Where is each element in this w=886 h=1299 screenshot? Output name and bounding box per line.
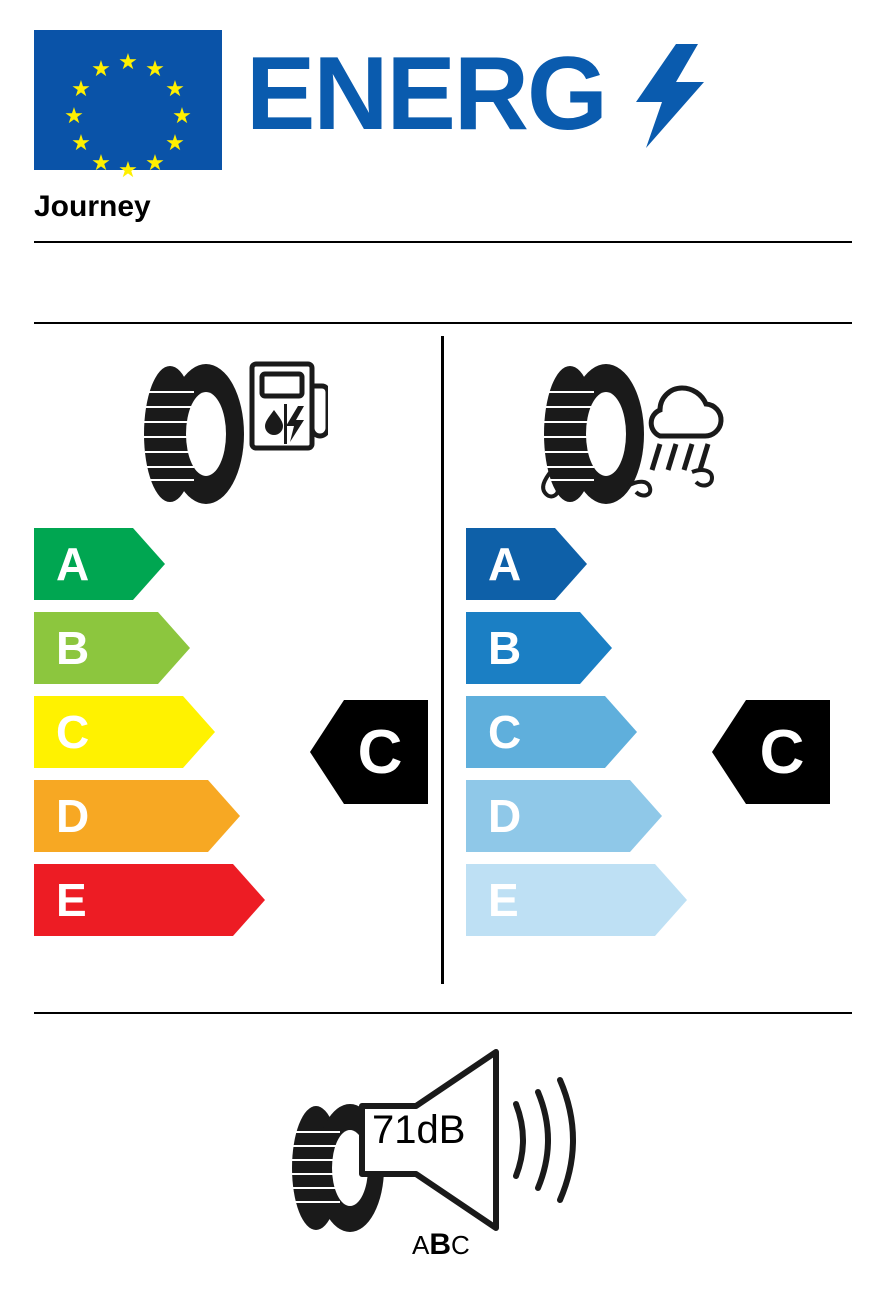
grade-letter: B <box>488 622 522 674</box>
eu-star: ★ <box>118 157 138 182</box>
divider-above-noise <box>34 1012 852 1014</box>
grade-letter: A <box>488 538 522 590</box>
eu-star: ★ <box>64 103 84 128</box>
eu-star: ★ <box>145 150 165 175</box>
eu-star: ★ <box>118 49 138 74</box>
rain-cloud-with-tyre-icon <box>528 352 728 527</box>
lightning-bolt-icon <box>636 44 706 148</box>
vertical-divider <box>441 336 444 984</box>
energy-wordmark: ENERG <box>246 36 606 152</box>
eu-star: ★ <box>71 76 91 101</box>
wet-grip-rating-marker <box>712 700 830 804</box>
eu-star: ★ <box>165 76 185 101</box>
grade-bar <box>466 612 612 684</box>
grade-letter: B <box>56 622 90 674</box>
fuel-pump-with-tyre-icon <box>128 352 328 517</box>
noise-class-row <box>412 1228 470 1262</box>
eu-star: ★ <box>145 56 165 81</box>
divider-above-grades <box>34 322 852 324</box>
eu-star: ★ <box>91 150 111 175</box>
eu-star: ★ <box>71 130 91 155</box>
noise-class-b-selected: B <box>429 1228 452 1261</box>
grade-bar <box>34 864 265 936</box>
fuel-efficiency-rating-marker <box>310 700 428 804</box>
grade-letter: D <box>56 790 90 842</box>
grade-letter: A <box>56 538 90 590</box>
grade-bar <box>466 780 662 852</box>
grade-bar <box>34 780 240 852</box>
grade-bar <box>466 696 637 768</box>
page-title: Journey <box>34 190 151 223</box>
grade-letter: D <box>488 790 522 842</box>
grade-bar <box>466 864 687 936</box>
grade-letter: C <box>488 706 522 758</box>
grade-letter: E <box>488 874 519 926</box>
divider-under-title <box>34 241 852 243</box>
noise-class-a: A <box>412 1230 430 1260</box>
eu-star: ★ <box>172 103 192 128</box>
fuel-rating-letter: C <box>357 717 403 787</box>
grade-letter: C <box>56 706 90 758</box>
european-union-flag <box>34 30 222 182</box>
eu-star: ★ <box>165 130 185 155</box>
grade-bar <box>34 696 215 768</box>
grade-letter: E <box>56 874 87 926</box>
noise-value: 71dB <box>372 1108 466 1152</box>
noise-class-c: C <box>451 1230 470 1260</box>
grade-bar <box>34 528 165 600</box>
grade-bar <box>466 528 587 600</box>
wet-rating-letter: C <box>759 717 805 787</box>
eu-star: ★ <box>91 56 111 81</box>
grade-bar <box>34 612 190 684</box>
